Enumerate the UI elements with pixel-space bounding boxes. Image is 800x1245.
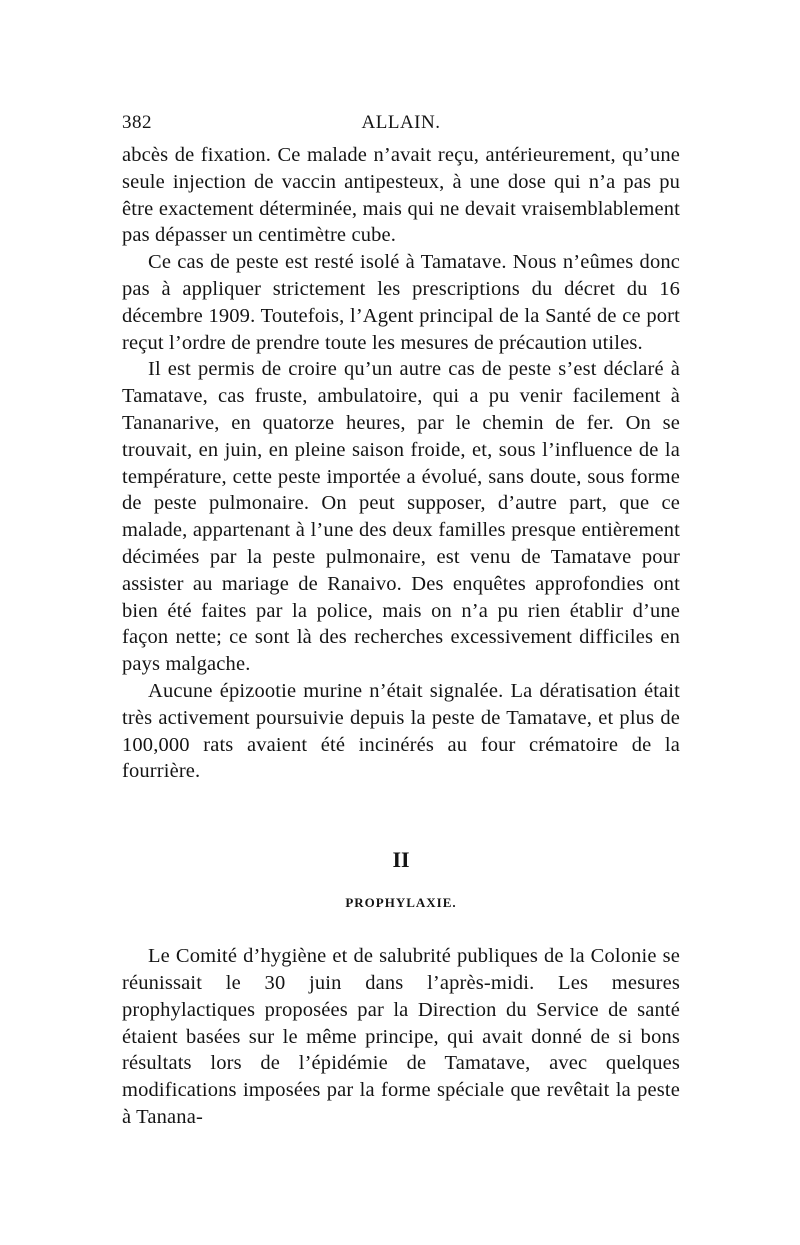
section-title: PROPHYLAXIE.	[345, 895, 457, 911]
paragraph: Le Comité d’hygiène et de salubrité publiques de la Colonie se réunissait le 30 juin dans l’après-midi. Les mesures prophylactiques proposées par la Direction du Service de santé étaient basées sur le même principe, qui avait donné de si bons résultats lors de l’épidémie de Tamatave, avec quelques modifications imposées par la forme spéciale que revêtait la peste à Tanana-	[122, 945, 680, 1128]
paragraph-continued: abcès de fixation. Ce malade n’avait reçu, antérieurement, qu’une seule injection de vaccin antipesteux, à une dose qui n’a pas pu être exactement déterminée, mais qui ne devait vraisemblablement pas dépasser un centimètre cube.	[122, 144, 680, 247]
book-page	[122, 100, 680, 1131]
paragraph: Il est permis de croire qu’un autre cas de peste s’est déclaré à Tamatave, cas fruste, ambulatoire, qui a pu venir facilement à Tananarive, en quatorze heures, par le chemin de fer. On se trouvait, en juin, en pleine saison froide, et, sous l’influence de la température, cette peste importée a évolué, sans doute, sous forme de peste pulmonaire. On peut supposer, d’autre part, que ce malade, appartenant à l’une des deux familles presque entièrement décimées par la peste pulmonaire, est venu de Tamatave pour assister au mariage de Ranaivo. Des enquêtes approfondies ont bien été faites par la police, mais on n’a pu rien établir d’une façon nette; ce sont là des recherches excessivement difficiles en pays malgache.	[122, 358, 680, 676]
body-text-after	[122, 943, 680, 1131]
body-text-before	[122, 142, 680, 785]
paragraph: Aucune épizootie murine n’était signalée. La dératisation était très activement poursuivie depuis la peste de Tamatave, et plus de 100,000 rats avaient été incinérés au four crématoire de la fourrière.	[122, 679, 680, 783]
running-title: ALLAIN.	[361, 112, 441, 133]
page-number: 382	[122, 112, 152, 133]
section-number: II	[392, 847, 410, 873]
paragraph: Ce cas de peste est resté isolé à Tamatave. Nous n’eûmes donc pas à appliquer strictement les prescriptions du décret du 16 décembre 1909. Toutefois, l’Agent principal de la Santé de ce port reçut l’ordre de prendre toute les mesures de précaution utiles.	[122, 251, 680, 354]
section-spacer	[122, 785, 680, 845]
running-head	[122, 100, 680, 142]
